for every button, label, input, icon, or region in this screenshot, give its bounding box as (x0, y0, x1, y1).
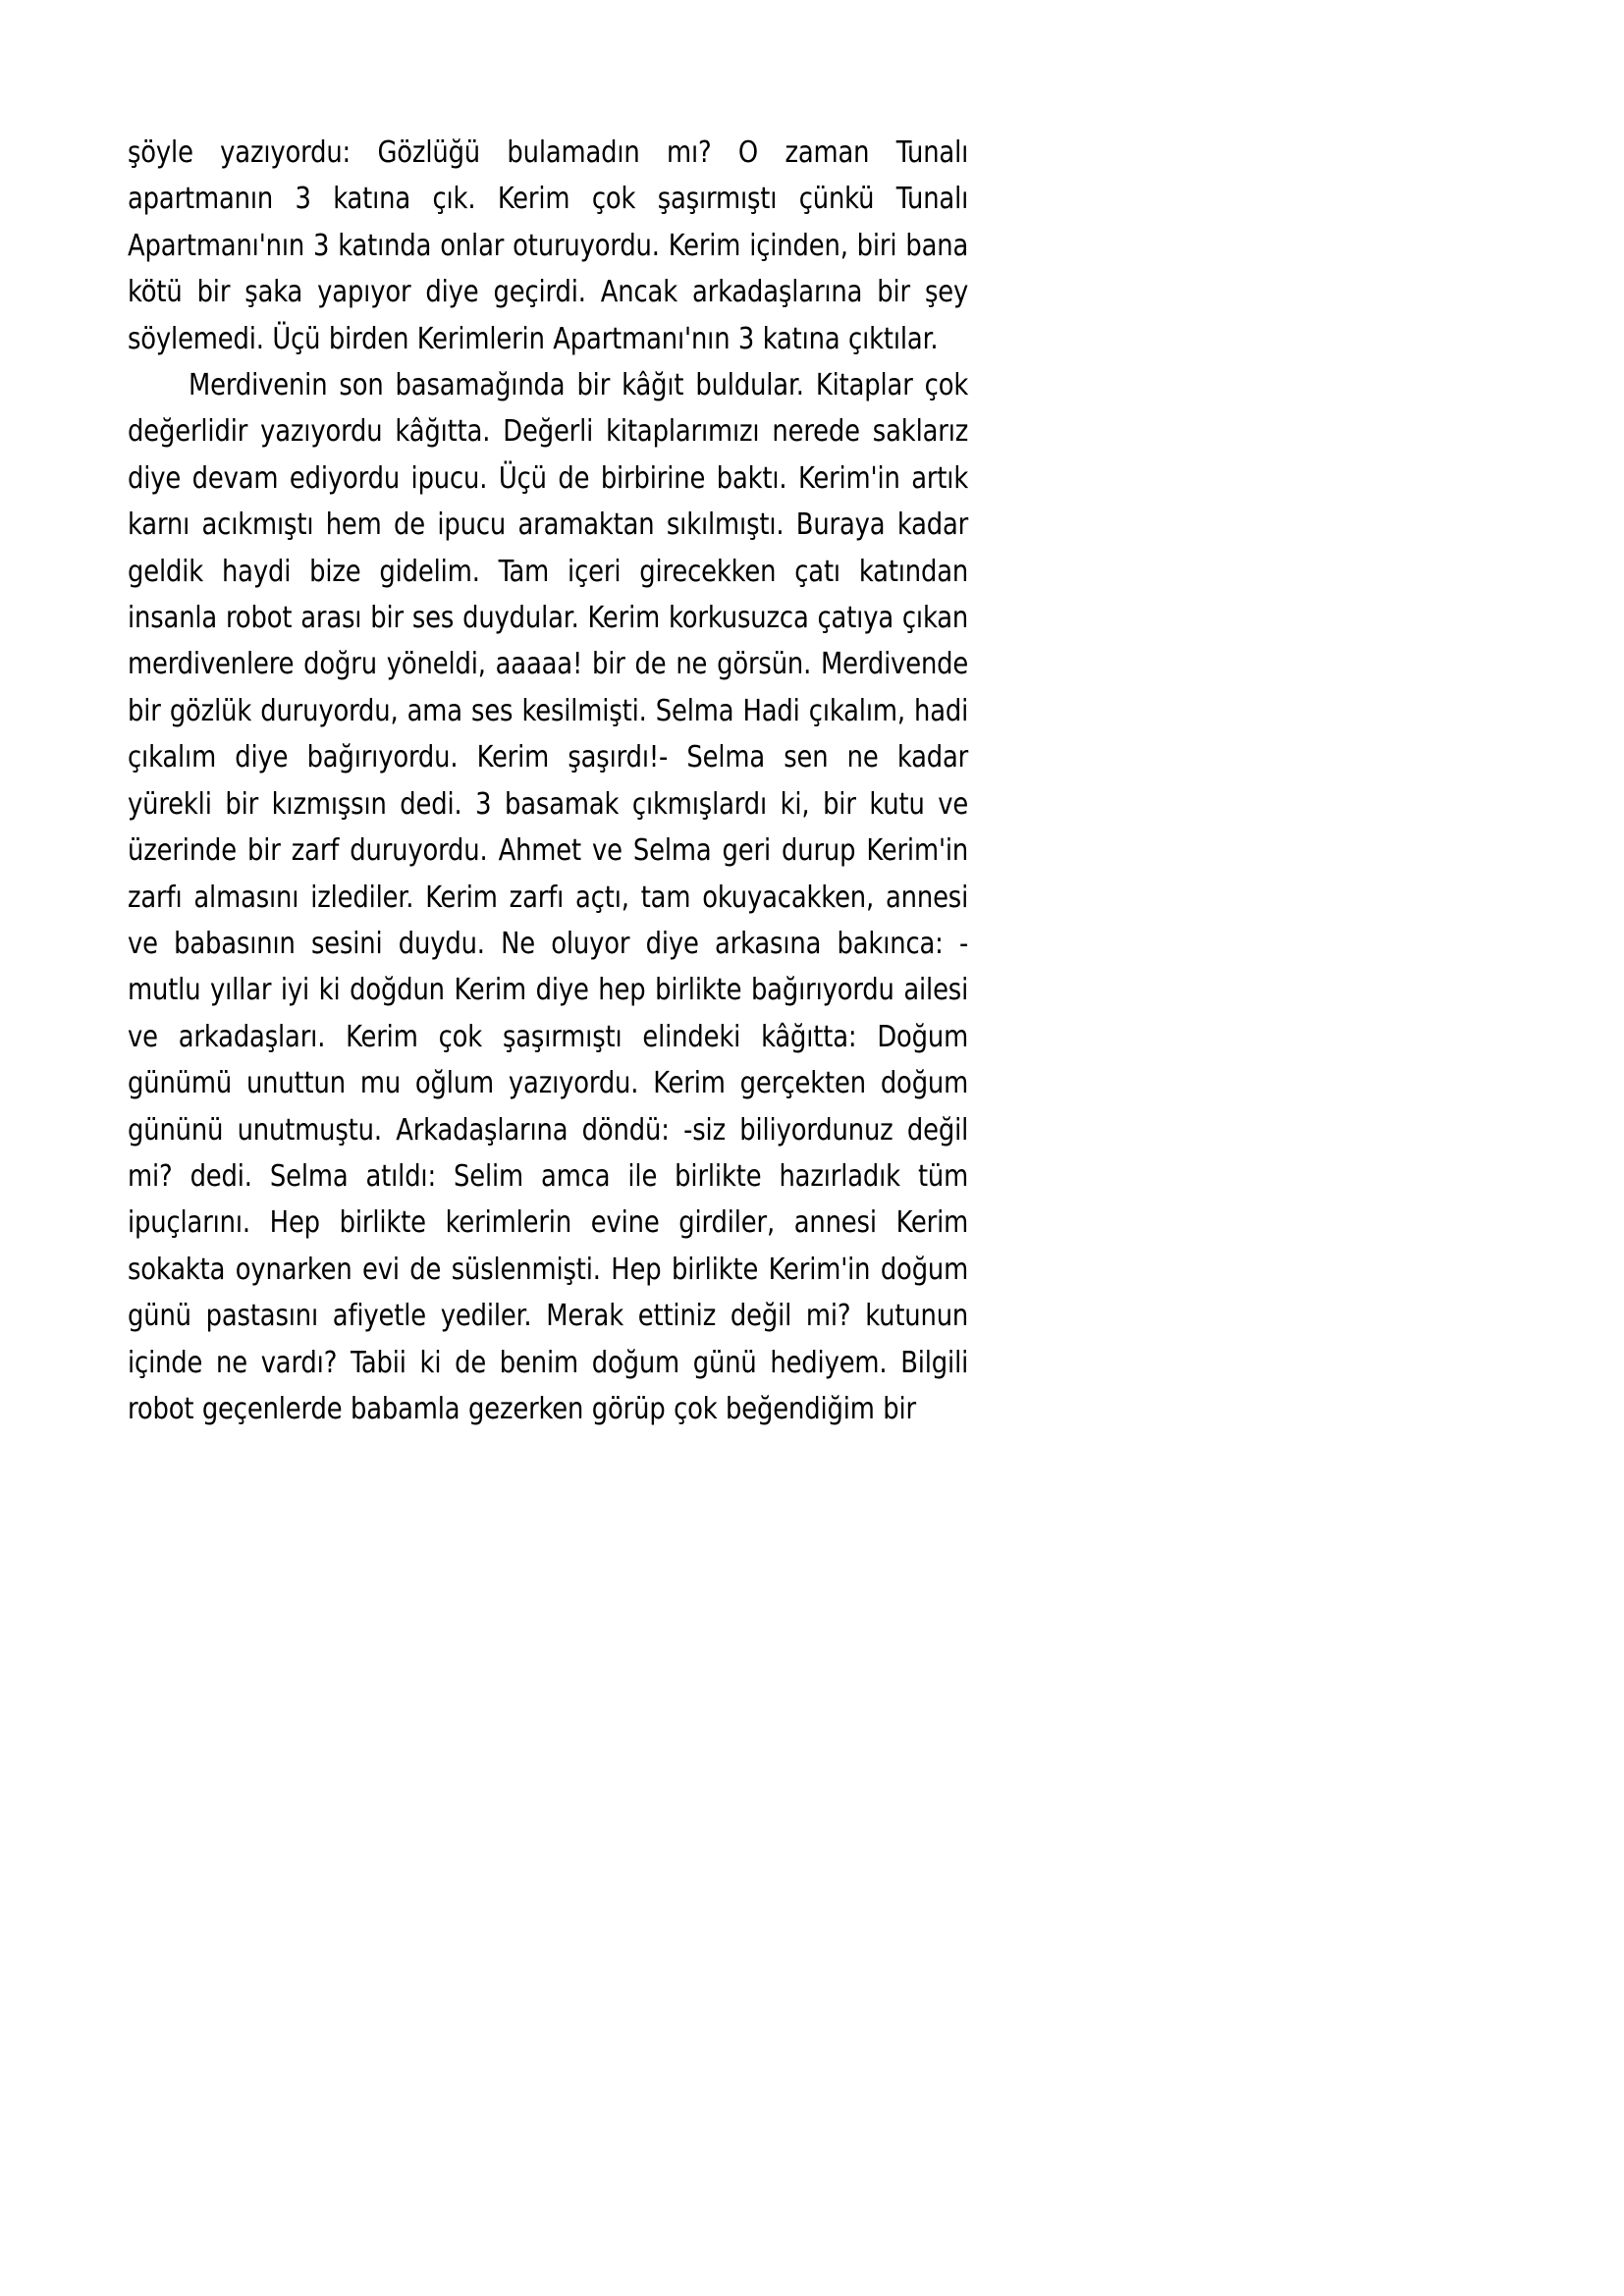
paragraph-2: Merdivenin son basamağında bir kâğıt buldular. Kitaplar çok değerlidir yazıyordu kâğıtta. Değerli kitaplarımızı nerede saklarız diye devam ediyordu ipucu. Üçü de birbirine baktı. Kerim'in artık karnı acıkmıştı hem de ipucu aramaktan sıkılmıştı. Buraya kadar geldik haydi bize gidelim. Tam içeri girecekken çatı katından insanla robot arası bir ses duydular. Kerim korkusuzca çatıya çıkan merdivenlere doğru yöneldi, aaaaa! bir de ne görsün. Merdivende bir gözlük duruyordu, ama ses kesilmişti. Selma Hadi çıkalım, hadi çıkalım diye bağırıyordu. Kerim şaşırdı!- Selma sen ne kadar yürekli bir kızmışsın dedi. 3 basamak çıkmışlardı ki, bir kutu ve üzerinde bir zarf duruyordu. Ahmet ve Selma geri durup Kerim'in zarfı almasını izlediler. Kerim zarfı açtı, tam okuyacakken, annesi ve babasının sesini duydu. Ne oluyor diye arkasına bakınca: -mutlu yıllar iyi ki doğdun Kerim diye hep birlikte bağırıyordu ailesi ve arkadaşları. Kerim çok şaşırmıştı elindeki kâğıtta: Doğum günümü unuttun mu oğlum yazıyordu. Kerim gerçekten doğum gününü unutmuştu. Arkadaşlarına döndü: -siz biliyordunuz değil mi? dedi. Selma atıldı: Selim amca ile birlikte hazırladık tüm ipuçlarını. Hep birlikte kerimlerin evine girdiler, annesi Kerim sokakta oynarken evi de süslenmişti. Hep birlikte Kerim'in doğum günü pastasını afiyetle yediler. Merak ettiniz değil mi? kutunun içinde ne vardı? Tabii ki de benim doğum günü hediyem. Bilgili robot geçenlerde babamla gezerken görüp çok beğendiğim bir (128, 368, 969, 1426)
body-text-column (128, 130, 968, 1432)
paragraph-1: şöyle yazıyordu: Gözlüğü bulamadın mı? O zaman Tunalı apartmanın 3 katına çık. Kerim çok şaşırmıştı çünkü Tunalı Apartmanı'nın 3 katında onlar oturuyordu. Kerim içinden, biri bana kötü bir şaka yapıyor diye geçirdi. Ancak arkadaşlarına bir şey söylemedi. Üçü birden Kerimlerin Apartmanı'nın 3 katına çıktılar. (128, 135, 969, 356)
